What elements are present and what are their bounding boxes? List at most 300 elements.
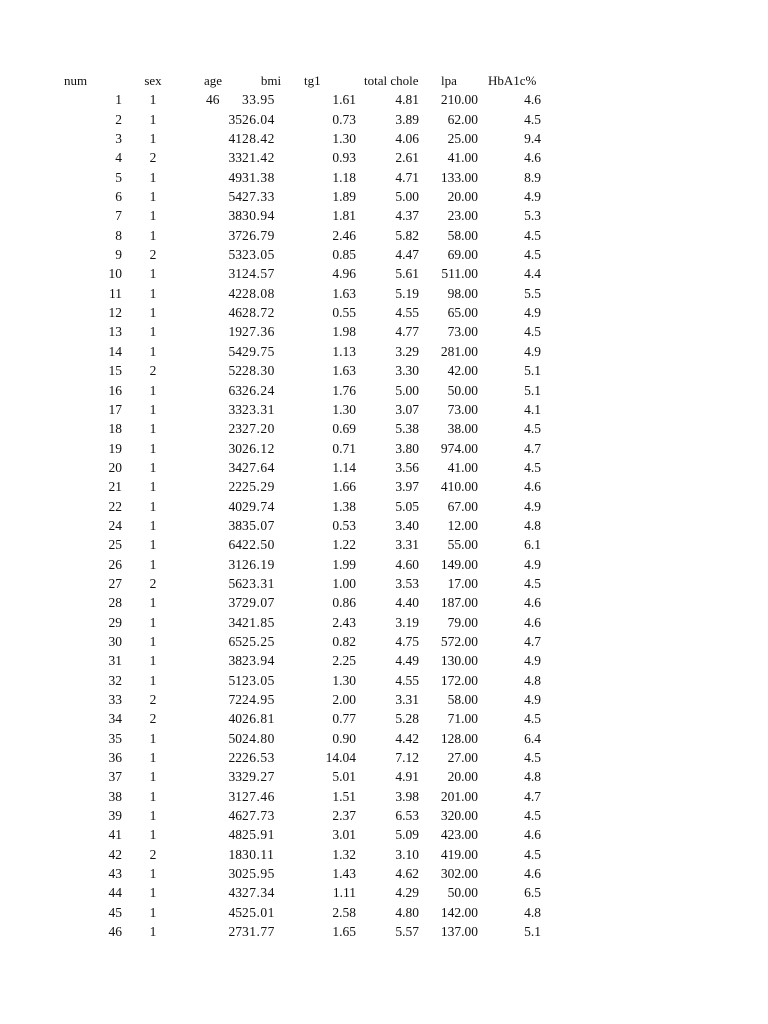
cell-lpa: 58.00	[447, 227, 478, 243]
cell-total-chole: 3.31	[395, 537, 419, 553]
cell-age: 33	[228, 401, 242, 417]
cell-bmi: 27.36	[242, 324, 275, 340]
cell-hba1c: 4.8	[524, 904, 541, 920]
cell-hba1c: 4.9	[524, 692, 541, 707]
table-row	[0, 400, 768, 419]
cell-lpa: 42.00	[447, 363, 478, 379]
cell-total-chole: 3.30	[395, 363, 419, 379]
cell-total-chole: 3.53	[395, 575, 419, 591]
cell-bmi: 30.94	[242, 208, 275, 224]
cell-hba1c: 5.1	[524, 924, 541, 940]
cell-tg1: 0.93	[332, 150, 356, 166]
cell-tg1: 4.96	[332, 266, 356, 282]
cell-lpa: 172.00	[440, 672, 478, 688]
cell-age: 49	[228, 169, 242, 185]
cell-total-chole: 3.89	[395, 111, 419, 127]
cell-sex: 1	[149, 537, 157, 553]
table-row	[0, 806, 768, 825]
cell-lpa: 25.00	[447, 131, 478, 147]
cell-total-chole: 4.29	[395, 885, 419, 901]
cell-hba1c: 9.4	[524, 131, 541, 147]
table-row	[0, 845, 768, 864]
cell-age: 53	[228, 247, 242, 263]
cell-hba1c: 4.6	[524, 827, 541, 843]
table-row	[0, 613, 768, 632]
cell-hba1c: 4.9	[524, 189, 541, 205]
cell-total-chole: 6.53	[395, 808, 419, 824]
cell-bmi: 25.25	[242, 633, 275, 649]
cell-tg1: 1.32	[332, 846, 356, 862]
cell-num: 45	[108, 904, 122, 920]
cell-num: 12	[108, 305, 122, 321]
cell-bmi: 28.42	[242, 131, 275, 147]
cell-sex: 1	[149, 227, 157, 243]
cell-tg1: 1.63	[332, 285, 356, 301]
cell-tg1: 0.71	[332, 440, 356, 456]
cell-age: 22	[228, 750, 242, 766]
cell-lpa: 71.00	[447, 711, 478, 727]
cell-lpa: 67.00	[447, 498, 478, 514]
cell-tg1: 0.55	[332, 305, 356, 321]
cell-sex: 1	[149, 131, 157, 147]
cell-total-chole: 5.38	[395, 421, 419, 437]
cell-hba1c: 8.9	[524, 169, 541, 185]
cell-bmi: 26.79	[242, 227, 275, 243]
cell-num: 32	[108, 672, 122, 688]
table-row	[0, 574, 768, 593]
cell-bmi: 28.72	[242, 305, 275, 321]
cell-tg1: 1.63	[332, 363, 356, 379]
cell-lpa: 142.00	[440, 904, 478, 920]
cell-lpa: 79.00	[447, 614, 478, 630]
cell-age: 37	[228, 227, 242, 243]
cell-hba1c: 4.6	[524, 595, 541, 611]
cell-tg1: 1.30	[332, 401, 356, 417]
cell-tg1: 2.46	[332, 227, 356, 243]
cell-sex: 2	[149, 247, 157, 263]
cell-age: 38	[228, 653, 242, 669]
cell-lpa: 50.00	[447, 885, 478, 901]
cell-lpa: 27.00	[447, 750, 478, 766]
cell-total-chole: 3.56	[395, 459, 419, 475]
cell-sex: 1	[149, 498, 157, 514]
cell-sex: 1	[149, 285, 157, 301]
cell-age: 46	[228, 808, 242, 824]
cell-age: 56	[228, 575, 242, 591]
cell-lpa: 511.00	[441, 266, 478, 282]
table-row	[0, 671, 768, 690]
cell-num: 8	[115, 227, 122, 243]
cell-num: 33	[108, 692, 122, 707]
cell-num: 43	[108, 866, 122, 882]
cell-num: 39	[108, 808, 122, 824]
cell-age: 72	[228, 692, 242, 707]
cell-total-chole: 3.80	[395, 440, 419, 456]
cell-total-chole: 5.19	[395, 285, 419, 301]
cell-lpa: 128.00	[440, 730, 478, 746]
cell-total-chole: 2.61	[395, 150, 419, 166]
cell-hba1c: 4.6	[524, 479, 541, 495]
cell-total-chole: 5.57	[395, 924, 419, 940]
cell-lpa: 201.00	[440, 788, 478, 804]
cell-hba1c: 4.5	[524, 421, 541, 437]
cell-bmi: 26.12	[242, 440, 275, 456]
cell-num: 19	[108, 440, 122, 456]
cell-tg1: 2.37	[332, 808, 356, 824]
cell-tg1: 2.43	[332, 614, 356, 630]
cell-tg1: 1.89	[332, 189, 356, 205]
cell-total-chole: 4.81	[395, 92, 419, 108]
cell-total-chole: 5.28	[395, 711, 419, 727]
cell-bmi: 30.11	[242, 846, 275, 862]
cell-bmi: 21.85	[242, 614, 275, 630]
cell-total-chole: 5.09	[395, 827, 419, 843]
cell-lpa: 572.00	[440, 633, 478, 649]
cell-sex: 1	[149, 595, 157, 611]
cell-bmi: 25.01	[242, 904, 275, 920]
cell-age: 65	[228, 633, 242, 649]
cell-num: 3	[115, 131, 122, 147]
cell-age: 34	[228, 459, 242, 475]
cell-hba1c: 4.9	[524, 556, 541, 572]
cell-bmi: 35.07	[242, 517, 275, 533]
cell-total-chole: 4.40	[395, 595, 419, 611]
cell-hba1c: 4.5	[524, 247, 541, 263]
cell-sex: 1	[149, 556, 157, 572]
cell-tg1: 0.73	[332, 111, 356, 127]
cell-age: 46	[228, 305, 242, 321]
cell-total-chole: 3.07	[395, 401, 419, 417]
cell-sex: 1	[149, 730, 157, 746]
cell-total-chole: 3.10	[395, 846, 419, 862]
cell-tg1: 0.82	[332, 633, 356, 649]
cell-hba1c: 4.1	[524, 401, 541, 417]
table-row	[0, 477, 768, 496]
table-row	[0, 439, 768, 458]
cell-tg1: 5.01	[332, 769, 356, 785]
cell-age: 41	[228, 131, 242, 147]
header-num: num	[64, 73, 88, 88]
cell-tg1: 1.76	[332, 382, 356, 398]
cell-hba1c: 4.9	[524, 498, 541, 514]
cell-lpa: 410.00	[440, 479, 478, 495]
cell-lpa: 20.00	[447, 769, 478, 785]
cell-lpa: 302.00	[440, 866, 478, 882]
cell-sex: 1	[149, 614, 157, 630]
cell-total-chole: 3.29	[395, 343, 419, 359]
cell-lpa: 55.00	[447, 537, 478, 553]
cell-bmi: 28.08	[242, 285, 275, 301]
cell-tg1: 1.13	[332, 343, 356, 359]
cell-num: 30	[108, 633, 122, 649]
cell-num: 37	[108, 769, 122, 785]
cell-lpa: 50.00	[447, 382, 478, 398]
cell-sex: 1	[149, 459, 157, 475]
cell-sex: 1	[149, 479, 157, 495]
cell-age: 46	[206, 92, 220, 108]
cell-sex: 2	[149, 150, 157, 166]
table-row	[0, 129, 768, 148]
cell-lpa: 133.00	[440, 169, 478, 185]
cell-age: 31	[228, 556, 242, 572]
cell-lpa: 41.00	[447, 459, 478, 475]
cell-bmi: 26.19	[242, 556, 275, 572]
cell-lpa: 423.00	[440, 827, 478, 843]
cell-bmi: 24.57	[242, 266, 275, 282]
table-row	[0, 555, 768, 574]
header-tg1: tg1	[304, 73, 321, 88]
cell-lpa: 12.00	[447, 517, 478, 533]
cell-tg1: 1.30	[332, 131, 356, 147]
cell-lpa: 187.00	[440, 595, 478, 611]
cell-total-chole: 5.05	[395, 498, 419, 514]
table-row	[0, 632, 768, 651]
cell-num: 27	[108, 575, 122, 591]
table-row	[0, 322, 768, 341]
cell-total-chole: 5.00	[395, 189, 419, 205]
cell-age: 48	[228, 827, 242, 843]
cell-hba1c: 4.8	[524, 517, 541, 533]
table-row	[0, 342, 768, 361]
table-row	[0, 593, 768, 612]
cell-hba1c: 4.7	[524, 788, 541, 804]
cell-tg1: 1.98	[332, 324, 356, 340]
cell-age: 18	[228, 846, 242, 862]
cell-hba1c: 4.5	[524, 846, 541, 862]
cell-sex: 1	[149, 111, 157, 127]
cell-num: 17	[108, 401, 122, 417]
cell-tg1: 1.00	[332, 575, 356, 591]
cell-tg1: 14.04	[325, 750, 356, 766]
cell-bmi: 23.05	[242, 247, 275, 263]
cell-total-chole: 4.55	[395, 672, 419, 688]
cell-age: 34	[228, 614, 242, 630]
table-row	[0, 226, 768, 245]
cell-hba1c: 4.7	[524, 633, 541, 649]
cell-hba1c: 4.6	[524, 866, 541, 882]
table-row	[0, 148, 768, 167]
cell-lpa: 149.00	[440, 556, 478, 572]
table-row	[0, 922, 768, 941]
cell-hba1c: 4.6	[524, 614, 541, 630]
cell-lpa: 38.00	[447, 421, 478, 437]
cell-bmi: 27.64	[242, 459, 275, 475]
table-row	[0, 825, 768, 844]
cell-bmi: 22.50	[242, 537, 275, 553]
cell-sex: 1	[149, 401, 157, 417]
cell-bmi: 23.94	[242, 653, 275, 669]
cell-hba1c: 5.5	[524, 285, 541, 301]
cell-sex: 1	[149, 653, 157, 669]
table-row	[0, 535, 768, 554]
cell-total-chole: 4.91	[395, 769, 419, 785]
header-hba1c: HbA1c%	[488, 73, 537, 88]
cell-tg1: 1.51	[332, 788, 356, 804]
cell-bmi: 24.95	[242, 692, 275, 707]
cell-total-chole: 4.55	[395, 305, 419, 321]
cell-age: 31	[228, 266, 242, 282]
cell-sex: 1	[149, 266, 157, 282]
cell-tg1: 0.69	[332, 421, 356, 437]
cell-num: 11	[109, 285, 122, 301]
cell-bmi: 33.95	[242, 92, 275, 108]
cell-bmi: 23.31	[242, 401, 275, 417]
cell-lpa: 419.00	[440, 846, 478, 862]
cell-tg1: 0.86	[332, 595, 356, 611]
cell-total-chole: 4.49	[395, 653, 419, 669]
table-row	[0, 206, 768, 225]
cell-total-chole: 4.71	[395, 169, 419, 185]
cell-sex: 1	[149, 440, 157, 456]
table-row	[0, 284, 768, 303]
cell-age: 64	[228, 537, 242, 553]
data-sheet	[0, 71, 768, 941]
cell-sex: 1	[149, 208, 157, 224]
cell-lpa: 58.00	[447, 692, 478, 707]
cell-tg1: 1.61	[332, 92, 356, 108]
cell-total-chole: 5.00	[395, 382, 419, 398]
cell-tg1: 1.18	[332, 169, 356, 185]
cell-hba1c: 4.5	[524, 750, 541, 766]
table-row	[0, 264, 768, 283]
cell-bmi: 26.24	[242, 382, 275, 398]
cell-tg1: 1.99	[332, 556, 356, 572]
table-row	[0, 651, 768, 670]
cell-age: 40	[228, 498, 242, 514]
cell-sex: 1	[149, 924, 157, 940]
cell-age: 43	[228, 885, 242, 901]
cell-bmi: 29.74	[242, 498, 275, 514]
cell-num: 9	[115, 247, 122, 263]
cell-total-chole: 3.98	[395, 788, 419, 804]
cell-num: 20	[108, 459, 122, 475]
cell-tg1: 1.30	[332, 672, 356, 688]
header-lpa: lpa	[441, 73, 457, 88]
cell-sex: 1	[149, 421, 157, 437]
cell-total-chole: 5.82	[395, 227, 419, 243]
cell-num: 44	[108, 885, 122, 901]
cell-total-chole: 4.47	[395, 247, 419, 263]
cell-hba1c: 4.5	[524, 324, 541, 340]
table-row	[0, 690, 768, 709]
cell-tg1: 1.11	[332, 885, 356, 901]
cell-tg1: 0.53	[332, 517, 356, 533]
cell-bmi: 29.07	[242, 595, 275, 611]
cell-sex: 1	[149, 885, 157, 901]
cell-age: 35	[228, 111, 242, 127]
cell-age: 42	[228, 285, 242, 301]
table-row	[0, 110, 768, 129]
cell-sex: 1	[149, 750, 157, 766]
cell-hba1c: 4.6	[524, 150, 541, 166]
cell-hba1c: 4.8	[524, 769, 541, 785]
cell-lpa: 130.00	[440, 653, 478, 669]
header-sex: sex	[144, 73, 162, 88]
cell-hba1c: 6.1	[524, 537, 541, 553]
cell-hba1c: 4.5	[524, 111, 541, 127]
cell-sex: 1	[149, 169, 157, 185]
header-row	[0, 71, 768, 90]
cell-bmi: 23.31	[242, 575, 275, 591]
cell-hba1c: 4.5	[524, 575, 541, 591]
cell-lpa: 73.00	[447, 401, 478, 417]
cell-total-chole: 4.75	[395, 633, 419, 649]
cell-num: 46	[108, 924, 122, 940]
table-row	[0, 903, 768, 922]
cell-lpa: 23.00	[447, 208, 478, 224]
table-row	[0, 729, 768, 748]
table-row	[0, 767, 768, 786]
cell-num: 5	[115, 169, 122, 185]
cell-age: 54	[228, 189, 242, 205]
cell-sex: 1	[149, 808, 157, 824]
table-row	[0, 381, 768, 400]
cell-total-chole: 4.62	[395, 866, 419, 882]
cell-age: 40	[228, 711, 242, 727]
cell-lpa: 62.00	[447, 111, 478, 127]
cell-bmi: 26.53	[242, 750, 275, 766]
cell-age: 63	[228, 382, 242, 398]
cell-sex: 1	[149, 866, 157, 882]
cell-lpa: 17.00	[447, 575, 478, 591]
cell-tg1: 1.66	[332, 479, 356, 495]
cell-sex: 1	[149, 382, 157, 398]
cell-bmi: 25.91	[242, 827, 275, 843]
cell-bmi: 31.38	[242, 169, 275, 185]
cell-total-chole: 4.37	[395, 208, 419, 224]
cell-sex: 1	[149, 189, 157, 205]
cell-age: 22	[228, 479, 242, 495]
cell-hba1c: 4.9	[524, 653, 541, 669]
table-row	[0, 709, 768, 728]
cell-tg1: 0.77	[332, 711, 356, 727]
cell-sex: 1	[149, 633, 157, 649]
cell-num: 21	[108, 479, 122, 495]
cell-hba1c: 4.9	[524, 305, 541, 321]
header-bmi: bmi	[260, 73, 282, 88]
table-row	[0, 168, 768, 187]
cell-num: 34	[108, 711, 122, 727]
cell-tg1: 0.90	[332, 730, 356, 746]
cell-lpa: 98.00	[447, 285, 478, 301]
cell-hba1c: 5.1	[524, 363, 541, 379]
cell-bmi: 26.81	[242, 711, 275, 727]
cell-total-chole: 4.42	[395, 730, 419, 746]
table-row	[0, 419, 768, 438]
cell-sex: 1	[149, 904, 157, 920]
cell-num: 25	[108, 537, 122, 553]
cell-age: 38	[228, 517, 242, 533]
cell-sex: 1	[149, 305, 157, 321]
cell-lpa: 974.00	[440, 440, 478, 456]
table-row	[0, 497, 768, 516]
cell-tg1: 1.14	[332, 459, 356, 475]
cell-num: 42	[108, 846, 122, 862]
table-row	[0, 90, 768, 109]
table-row	[0, 748, 768, 767]
header-total-chole: total chole	[364, 73, 419, 88]
cell-age: 31	[228, 788, 242, 804]
cell-tg1: 2.25	[332, 653, 356, 669]
cell-bmi: 27.46	[242, 788, 275, 804]
cell-num: 38	[108, 788, 122, 804]
cell-total-chole: 3.31	[395, 692, 419, 707]
cell-age: 30	[228, 866, 242, 882]
cell-bmi: 25.95	[242, 866, 275, 882]
cell-num: 15	[108, 363, 122, 379]
cell-bmi: 31.77	[242, 924, 275, 940]
cell-sex: 1	[149, 827, 157, 843]
